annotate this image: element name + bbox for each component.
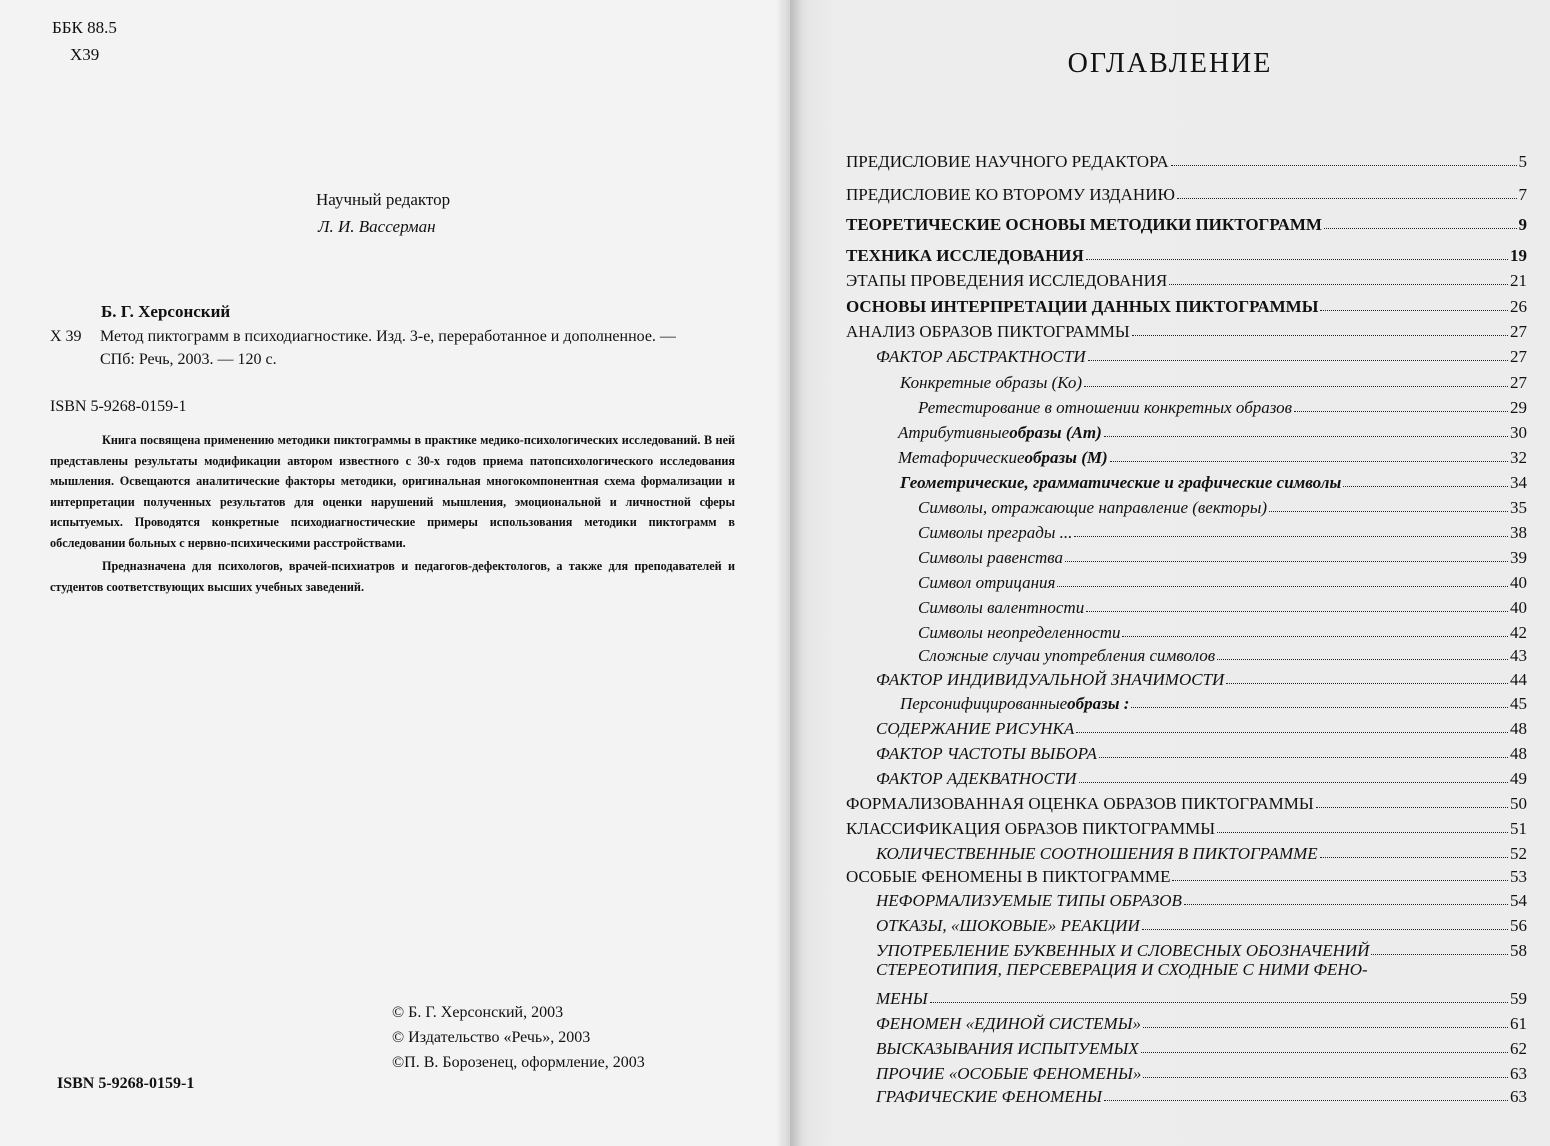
annotation-paragraph-2: Предназначена для психологов, врачей-психиатров и педагогов-дефектологов, а также для преподавателей и студентов соответствующих высших учебных заведений.	[50, 559, 735, 594]
toc-entry[interactable]: ГРАФИЧЕСКИЕ ФЕНОМЕНЫ 63	[876, 1087, 1527, 1106]
toc-entry[interactable]: ПРЕДИСЛОВИЕ НАУЧНОГО РЕДАКТОРА 5	[846, 152, 1527, 171]
toc-entry[interactable]: ВЫСКАЗЫВАНИЯ ИСПЫТУЕМЫХ 62	[876, 1039, 1527, 1058]
toc-entry[interactable]: НЕФОРМАЛИЗУЕМЫЕ ТИПЫ ОБРАЗОВ 54	[876, 891, 1527, 910]
toc-entry[interactable]: ФАКТОР АБСТРАКТНОСТИ 27	[876, 347, 1527, 366]
toc-entry[interactable]: Символы преграды ... 38	[918, 523, 1527, 542]
author-name	[101, 302, 230, 322]
toc-entry[interactable]: ПРОЧИЕ «ОСОБЫЕ ФЕНОМЕНЫ» 63	[876, 1064, 1527, 1083]
bibliographic-line-2: СПб: Речь, 2003. — 120 с.	[100, 351, 277, 368]
bbk-author-code: Х39	[70, 45, 100, 64]
toc-entry[interactable]: Символы, отражающие направление (векторы) 35	[918, 498, 1527, 517]
editor-label: Научный редактор	[316, 190, 451, 209]
toc-entry[interactable]: МЕНЫ 59	[876, 989, 1527, 1008]
copyright-design: ©П. В. Борозенец, оформление, 2003	[392, 1054, 645, 1071]
toc-entry[interactable]: Персонифицированные образы : 45	[900, 694, 1527, 713]
book-spine-gutter	[776, 0, 802, 1146]
toc-entry[interactable]: Конкретные образы (Ко) 27	[900, 373, 1527, 392]
isbn-top: ISBN 5-9268-0159-1	[50, 398, 187, 415]
toc-entry[interactable]: Символы равенства 39	[918, 548, 1527, 567]
toc-entry[interactable]: АНАЛИЗ ОБРАЗОВ ПИКТОГРАММЫ 27	[846, 322, 1527, 341]
toc-entry[interactable]: ПРЕДИСЛОВИЕ КО ВТОРОМУ ИЗДАНИЮ 7	[846, 185, 1527, 204]
catalog-cipher: Х 39	[50, 328, 82, 345]
annotation	[50, 430, 735, 597]
toc-entry[interactable]: Ретестирование в отношении конкретных образов 29	[918, 398, 1527, 417]
toc-entry[interactable]: Символ отрицания 40	[918, 573, 1527, 592]
toc-entry[interactable]: СОДЕРЖАНИЕ РИСУНКА 48	[876, 719, 1527, 738]
right-page	[790, 0, 1550, 1146]
annotation-paragraph-1: Книга посвящена применению методики пиктограммы в практике медико-психологических исследований. В ней представлены результаты модификации автором известного с 30-х годов приема патопсихологического исследования мышления. Освещаются аналитические факторы методики, оригинальная многокомпонентная схема формализации и интерпретации полученных результатов для оценки нарушений мышления, эмоциональной и личностной сферы испытуемых. Проводятся конкретные психодиагностические примеры использования методики пиктограмм в обследовании больных с нервно-психическими расстройствами.	[50, 433, 735, 550]
toc-entry-wrapped[interactable]: СТЕРЕОТИПИЯ, ПЕРСЕВЕРАЦИЯ И СХОДНЫЕ С НИМИ ФЕНО-	[876, 960, 1368, 979]
toc-entry[interactable]: Символы неопределенности 42	[918, 623, 1527, 642]
toc-entry[interactable]: ФАКТОР АДЕКВАТНОСТИ 49	[876, 769, 1527, 788]
toc-entry[interactable]: ОСОБЫЕ ФЕНОМЕНЫ В ПИКТОГРАММЕ 53	[846, 867, 1527, 886]
toc-entry[interactable]: ФОРМАЛИЗОВАННАЯ ОЦЕНКА ОБРАЗОВ ПИКТОГРАММЫ 50	[846, 794, 1527, 813]
toc-entry[interactable]: ОСНОВЫ ИНТЕРПРЕТАЦИИ ДАННЫХ ПИКТОГРАММЫ 26	[846, 297, 1527, 316]
toc-entry[interactable]: Символы валентности 40	[918, 598, 1527, 617]
toc-entry[interactable]: КОЛИЧЕСТВЕННЫЕ СООТНОШЕНИЯ В ПИКТОГРАММЕ 52	[876, 844, 1527, 863]
toc-entry[interactable]: ТЕХНИКА ИССЛЕДОВАНИЯ 19	[846, 246, 1527, 265]
copyright-author: © Б. Г. Херсонский, 2003	[392, 1004, 564, 1021]
toc-entry[interactable]: ФАКТОР ИНДИВИДУАЛЬНОЙ ЗНАЧИМОСТИ 44	[876, 670, 1527, 689]
toc-entry[interactable]: Метафорические образы (М) 32	[898, 448, 1527, 467]
toc-entry[interactable]: ФЕНОМЕН «ЕДИНОЙ СИСТЕМЫ» 61	[876, 1014, 1527, 1033]
toc-entry[interactable]: ЭТАПЫ ПРОВЕДЕНИЯ ИССЛЕДОВАНИЯ 21	[846, 271, 1527, 290]
toc-entry[interactable]: УПОТРЕБЛЕНИЕ БУКВЕННЫХ И СЛОВЕСНЫХ ОБОЗНАЧЕНИЙ 58	[876, 941, 1527, 960]
toc-entry[interactable]: КЛАССИФИКАЦИЯ ОБРАЗОВ ПИКТОГРАММЫ 51	[846, 819, 1527, 838]
toc-entry[interactable]: ОТКАЗЫ, «ШОКОВЫЕ» РЕАКЦИИ 56	[876, 916, 1527, 935]
toc-entry[interactable]: ФАКТОР ЧАСТОТЫ ВЫБОРА 48	[876, 744, 1527, 763]
bibliographic-line-1: Метод пиктограмм в психодиагностике. Изд. 3-е, переработанное и дополненное. —	[100, 328, 676, 345]
toc-entry[interactable]: Геометрические, грамматические и графические символы 34	[900, 473, 1527, 492]
toc-entry[interactable]: Атрибутивные образы (Ат) 30	[898, 423, 1527, 442]
editor-name: Л. И. Вассерман	[318, 217, 436, 236]
bbk-index: ББК 88.5	[52, 18, 117, 37]
toc-entry[interactable]: Сложные случаи употребления символов 43	[918, 646, 1527, 665]
copyright-publisher: © Издательство «Речь», 2003	[392, 1029, 591, 1046]
toc-entry[interactable]: ТЕОРЕТИЧЕСКИЕ ОСНОВЫ МЕТОДИКИ ПИКТОГРАММ 9	[846, 215, 1527, 234]
isbn-bottom: ISBN 5-9268-0159-1	[57, 1075, 195, 1092]
toc-title: ОГЛАВЛЕНИЕ	[1067, 48, 1273, 79]
author-name-text: Б. Г. Херсонский	[101, 302, 231, 321]
